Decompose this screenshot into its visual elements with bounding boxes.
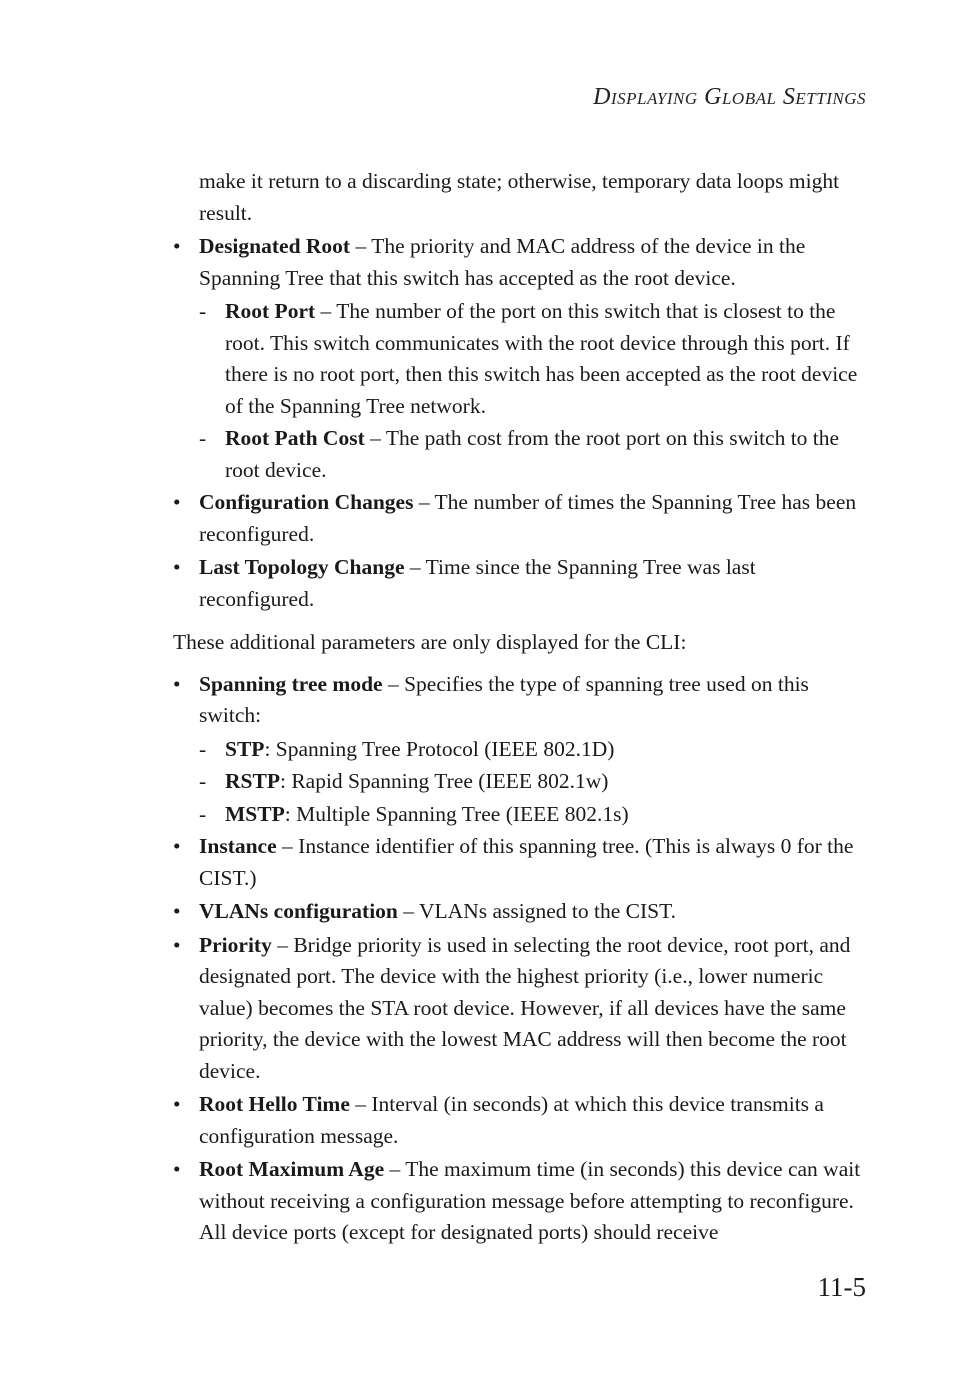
sub-item-root-port (173, 296, 865, 422)
description: – Instance identifier of this spanning tree. (This is always 0 for the CIST.) (199, 834, 854, 890)
term: Designated Root (199, 234, 351, 258)
list-item-configuration-changes (173, 487, 865, 550)
list-item-designated-root (173, 231, 865, 294)
sub-item-mstp (173, 799, 865, 831)
list-item-last-topology-change (173, 552, 865, 615)
description: : Spanning Tree Protocol (IEEE 802.1D) (264, 736, 615, 761)
sub-item-stp (173, 734, 865, 766)
description: – The number of times the Spanning Tree has been reconfigured. (199, 490, 857, 546)
term: RSTP (225, 769, 280, 793)
bullet-mark: • (173, 234, 181, 258)
description: – VLANs assigned to the CIST. (397, 899, 676, 923)
bullet-mark: • (173, 555, 181, 579)
term: Root Port (225, 299, 316, 323)
sub-item-rstp (173, 766, 865, 798)
description: – The maximum time (in seconds) this device can wait without receiving a configuration message before attempting to reconfigure. All device ports (except for designated ports) should receive (199, 1157, 861, 1244)
description: – Specifies the type of spanning tree used on this switch: (199, 671, 809, 727)
term: Configuration Changes (199, 490, 414, 514)
dash-mark: - (199, 769, 207, 793)
bullet-mark: • (173, 1092, 181, 1116)
description: : Rapid Spanning Tree (IEEE 802.1w) (279, 769, 609, 793)
bullet-mark: • (173, 932, 181, 957)
page-body (173, 166, 865, 1251)
term: Root Maximum Age (199, 1157, 385, 1181)
intro-continuation: make it return to a discarding state; otherwise, temporary data loops might result. (199, 169, 840, 225)
term: Spanning tree mode (199, 671, 383, 696)
description: – The priority and MAC address of the device in the Spanning Tree that this switch has accepted as the root device. (199, 234, 806, 290)
bullet-mark: • (173, 899, 181, 923)
running-header: Displaying Global Settings (593, 84, 866, 110)
bullet-mark: • (173, 834, 181, 858)
dash-mark: - (199, 299, 207, 323)
dash-mark: - (199, 801, 207, 826)
description: – The number of the port on this switch that is closest to the root. This switch communicates with the root device through this port. If there is no root port, then this switch has been accepted as the root device of the Spanning Tree network. (225, 299, 858, 418)
bullet-mark: • (173, 1157, 181, 1181)
term: Root Hello Time (199, 1092, 350, 1116)
term: Last Topology Change (199, 555, 405, 579)
dash-mark: - (199, 736, 207, 761)
list-item-instance (173, 831, 865, 894)
description: – Interval (in seconds) at which this device transmits a configuration message. (199, 1092, 824, 1148)
term: Root Path Cost (225, 426, 365, 450)
description: – The path cost from the root port on this switch to the root device. (225, 426, 840, 482)
description: : Multiple Spanning Tree (IEEE 802.1s) (284, 801, 629, 826)
cli-intro: These additional parameters are only displayed for the CLI: (173, 630, 687, 654)
description: – Time since the Spanning Tree was last reconfigured. (199, 555, 756, 611)
sub-item-root-path-cost (173, 423, 865, 486)
page-number: 11-5 (817, 1272, 866, 1302)
bullet-mark: • (173, 490, 181, 514)
term: VLANs configuration (199, 899, 398, 923)
list-item-root-hello-time (173, 1089, 865, 1152)
term: STP (225, 736, 265, 761)
list-item-vlans-configuration (173, 896, 865, 928)
list-item-root-maximum-age (173, 1154, 865, 1249)
term: Instance (199, 834, 277, 858)
list-item-priority (173, 930, 865, 1088)
description: – Bridge priority is used in selecting the root device, root port, and designated port. The device with the highest priority (i.e., lower numeric value) becomes the STA root device. However, if all devices have the same priority, the device with the lowest MAC address will then become the root device. (199, 932, 851, 1083)
list-item-spanning-tree-mode (173, 669, 865, 732)
term: Priority (199, 932, 272, 957)
term: MSTP (225, 801, 285, 826)
bullet-mark: • (173, 671, 181, 696)
dash-mark: - (199, 426, 207, 450)
